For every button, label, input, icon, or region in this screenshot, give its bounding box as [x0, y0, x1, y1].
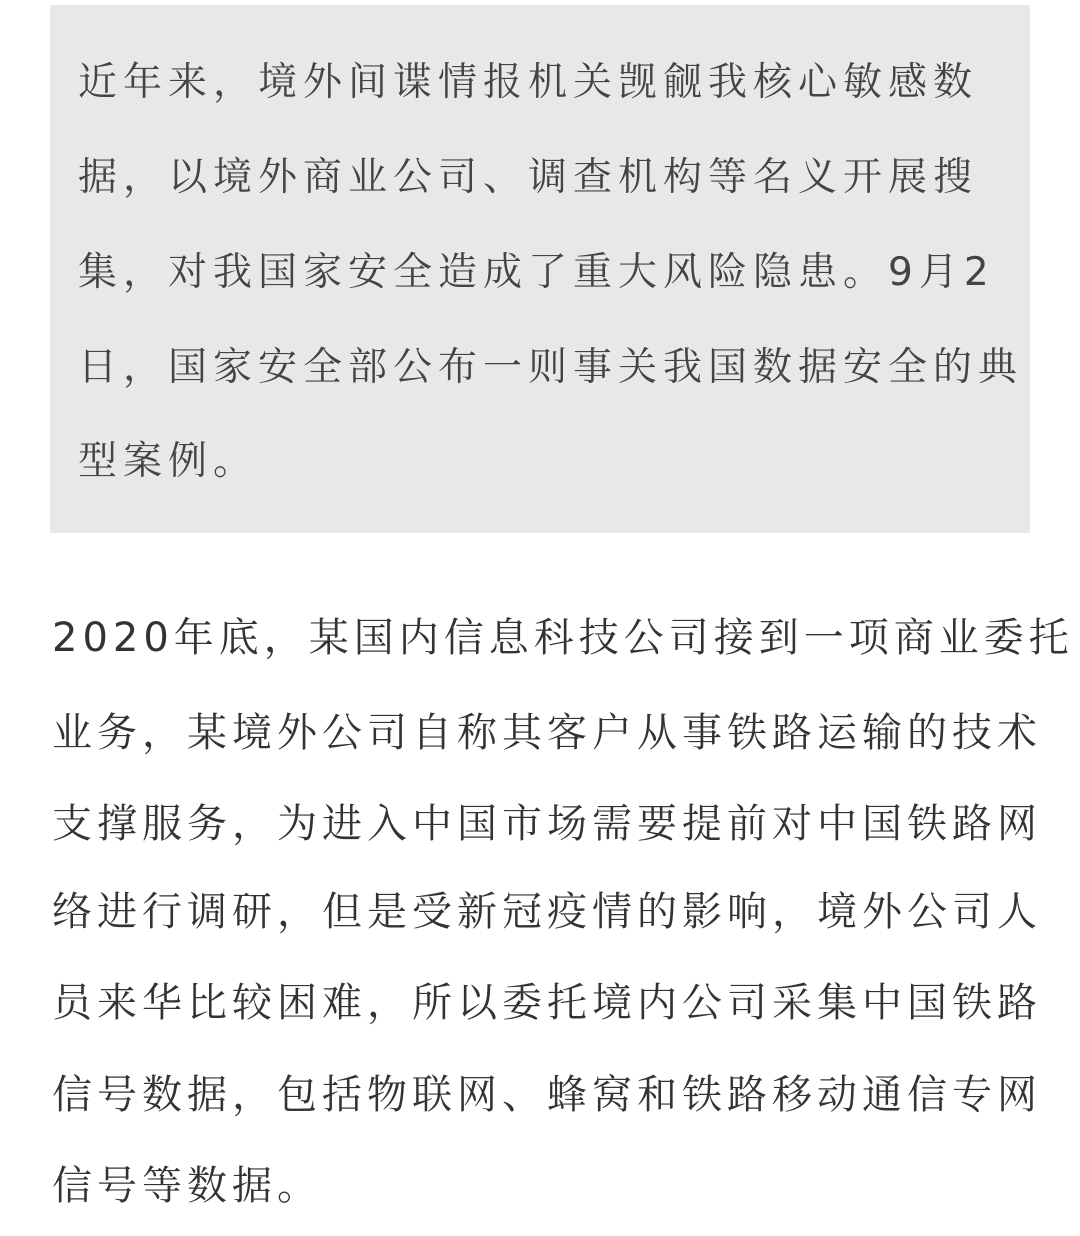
- summary-line: 近年来，境外间谍情报机关觊觎我核心敏感数: [78, 60, 979, 105]
- summary-line: 日，国家安全部公布一则事关我国数据安全的典: [78, 345, 1024, 390]
- body-line: 络进行调研，但是受新冠疫情的影响，境外公司人: [52, 889, 1042, 935]
- body-line: 业务，某境外公司自称其客户从事铁路运输的技术: [52, 710, 1042, 756]
- summary-box: [50, 5, 1030, 533]
- body-line: 信号数据，包括物联网、蜂窝和铁路移动通信专网: [52, 1072, 1042, 1118]
- body-line: 2020年底，某国内信息科技公司接到一项商业委托: [52, 615, 1074, 661]
- summary-line: 型案例。: [78, 439, 259, 484]
- body-line: 支撑服务，为进入中国市场需要提前对中国铁路网: [52, 801, 1042, 847]
- body-line: 信号等数据。: [52, 1163, 322, 1209]
- summary-line: 据，以境外商业公司、调查机构等名义开展搜: [78, 155, 979, 200]
- body-line: 员来华比较困难，所以委托境内公司采集中国铁路: [52, 980, 1042, 1026]
- summary-line: 集，对我国家安全造成了重大风险隐患。9月2: [78, 250, 995, 295]
